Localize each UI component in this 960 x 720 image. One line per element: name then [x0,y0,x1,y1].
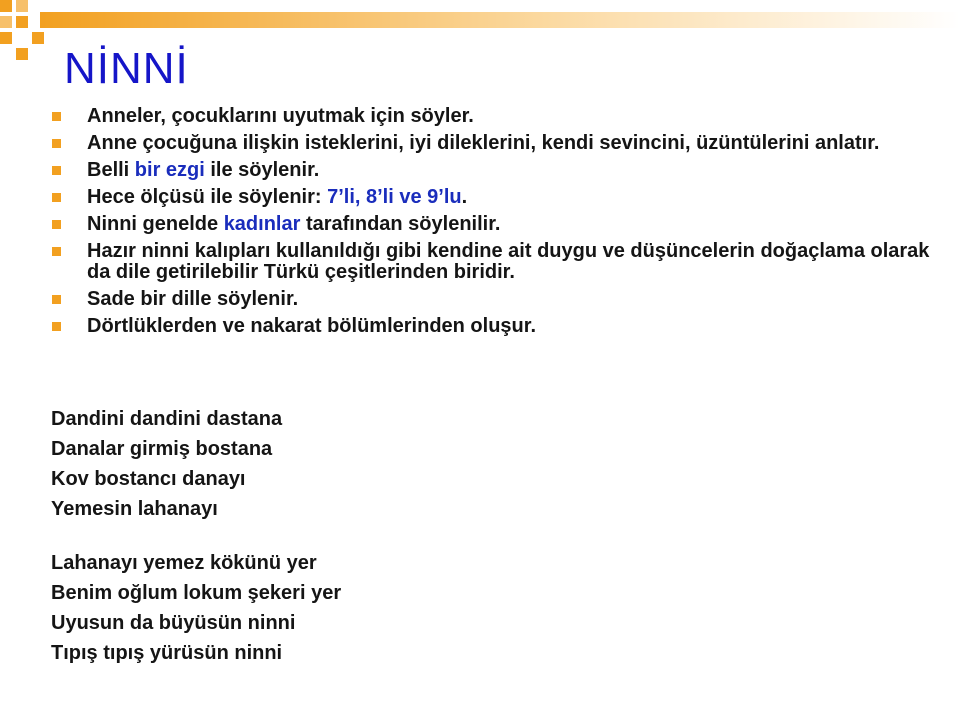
decor-gradient-bar [40,12,960,28]
bullet-item [52,160,932,181]
decor-square [32,32,44,44]
bullet-text: Sade bir dille söylenir. [87,288,299,310]
bullet-square-icon [52,295,61,304]
bullet-square-icon [52,112,61,121]
bullet-text: tarafından söylenilir. [300,213,501,235]
decor-square [0,0,12,12]
bullet-text: Dörtlüklerden ve nakarat bölümlerinden oluşur. [87,315,536,337]
decor-square [16,0,28,12]
poem-stanza-1 [51,404,551,524]
decor-square [0,16,12,28]
bullet-text: Ninni genelde [87,213,224,235]
bullet-list [52,106,932,343]
poem-line: Danalar girmiş bostana [51,438,273,460]
bullet-item [52,187,932,208]
poem-line: Lahanayı yemez kökünü yer [51,552,317,574]
bullet-item [52,316,932,337]
bullet-item [52,214,932,235]
poem-line: Dandini dandini dastana [51,408,283,430]
poem-line: Benim oğlum lokum şekeri yer [51,582,342,604]
bullet-square-icon [52,220,61,229]
bullet-text: ile söylenir. [204,159,320,181]
bullet-item [52,241,932,283]
bullet-item [52,289,932,310]
bullet-square-icon [52,139,61,148]
bullet-square-icon [52,193,61,202]
poem-line: Uyusun da büyüsün ninni [51,612,296,634]
highlighted-text: 7’li, 8’li ve 9’lu [327,186,462,208]
bullet-item [52,106,932,127]
bullet-text: Anneler, çocuklarını uyutmak için söyler. [87,105,474,127]
highlighted-text: kadınlar [223,213,301,235]
poem-line: Tıpış tıpış yürüsün ninni [51,642,283,664]
bullet-text: Anne çocuğuna ilişkin isteklerini, iyi dileklerini, kendi sevincini, üzüntülerini anlatır. [87,132,880,154]
bullet-text: Belli [87,159,135,181]
bullet-square-icon [52,322,61,331]
poem-line: Yemesin lahanayı [51,498,218,520]
decor-square [0,32,12,44]
poem-stanza-2 [51,548,551,668]
bullet-text: . [461,186,468,208]
slide-title: NİNNİ [64,44,189,93]
bullet-item [52,133,932,154]
bullet-square-icon [52,247,61,256]
highlighted-text: bir ezgi [134,159,205,181]
decor-square [16,16,28,28]
bullet-text: Hazır ninni kalıpları kullanıldığı gibi kendine ait duygu ve düşüncelerin doğaçlama olarak da dile getirilebilir Türkü çeşitlerinden biridir. [87,240,930,283]
decor-square [16,48,28,60]
poem-line: Kov bostancı danayı [51,468,246,490]
bullet-square-icon [52,166,61,175]
bullet-text: Hece ölçüsü ile söylenir: [87,186,328,208]
